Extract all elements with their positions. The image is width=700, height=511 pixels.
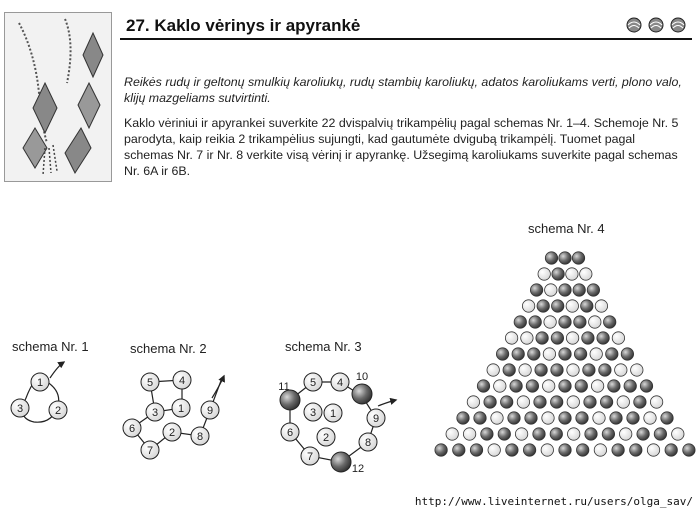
bead [477, 380, 489, 392]
svg-text:9: 9 [372, 413, 380, 425]
bead [637, 428, 649, 440]
bead [617, 396, 629, 408]
bead [146, 403, 164, 421]
schema-2-label: schema Nr. 2 [130, 341, 207, 356]
bead [573, 284, 585, 296]
bead [457, 412, 469, 424]
bead [567, 396, 579, 408]
bead [581, 300, 593, 312]
bead [324, 404, 342, 422]
bead [491, 412, 503, 424]
bead [575, 380, 587, 392]
bead [593, 412, 605, 424]
bead [123, 419, 141, 437]
bead [615, 364, 627, 376]
bead [559, 348, 571, 360]
bead [467, 396, 479, 408]
bead [610, 412, 622, 424]
bead [519, 364, 531, 376]
bead [191, 427, 209, 445]
bead [514, 316, 526, 328]
bead [481, 428, 493, 440]
bead [566, 300, 578, 312]
svg-text:3: 3 [151, 407, 159, 419]
bead [644, 412, 656, 424]
bead [576, 412, 588, 424]
bead [201, 401, 219, 419]
bead [505, 332, 517, 344]
svg-text:4: 4 [178, 375, 186, 387]
svg-text:10: 10 [355, 371, 369, 383]
bead [552, 268, 564, 280]
bead [577, 444, 589, 456]
bead [647, 444, 659, 456]
schema-1-label: schema Nr. 1 [12, 339, 89, 354]
bead [631, 364, 643, 376]
bead [163, 423, 181, 441]
bead [538, 268, 550, 280]
bead [530, 284, 542, 296]
bead [550, 428, 562, 440]
bead [533, 428, 545, 440]
schema-2 [123, 371, 224, 459]
svg-text:2: 2 [322, 432, 330, 444]
svg-text:3: 3 [309, 407, 317, 419]
bead [281, 423, 299, 441]
bead [521, 332, 533, 344]
bead [683, 444, 695, 456]
bead [590, 348, 602, 360]
bead [510, 380, 522, 392]
bead [526, 380, 538, 392]
svg-text:1: 1 [329, 408, 337, 420]
bead [496, 348, 508, 360]
svg-text:8: 8 [364, 437, 372, 449]
bead [568, 428, 580, 440]
bead [517, 396, 529, 408]
bead-large [278, 381, 300, 410]
bead [572, 252, 584, 264]
bead [11, 399, 29, 417]
bead [665, 444, 677, 456]
bead-large [352, 371, 372, 404]
svg-text:8: 8 [196, 431, 204, 443]
bead [501, 396, 513, 408]
bead [574, 316, 586, 328]
page-title: 27. Kaklo vėrinys ir apyrankė [126, 16, 361, 35]
svg-text:1: 1 [177, 403, 185, 415]
bead [612, 444, 624, 456]
svg-text:7: 7 [146, 445, 154, 457]
bead [566, 332, 578, 344]
bead [602, 428, 614, 440]
svg-text:3: 3 [16, 403, 24, 415]
bead [537, 300, 549, 312]
bead [559, 284, 571, 296]
bead [583, 364, 595, 376]
bead [488, 444, 500, 456]
bead [515, 428, 527, 440]
bead [463, 428, 475, 440]
bead [542, 412, 554, 424]
bead [141, 373, 159, 391]
svg-text:9: 9 [206, 405, 214, 417]
bead [661, 412, 673, 424]
bead [523, 444, 535, 456]
bead [508, 412, 520, 424]
bead [551, 396, 563, 408]
schema-4-label: schema Nr. 4 [528, 221, 605, 236]
bead [559, 252, 571, 264]
bead [608, 380, 620, 392]
bead [470, 444, 482, 456]
bead [559, 316, 571, 328]
bead [498, 428, 510, 440]
bead [543, 380, 555, 392]
bead [172, 399, 190, 417]
bead [446, 428, 458, 440]
bead [474, 412, 486, 424]
bead [534, 396, 546, 408]
bead [525, 412, 537, 424]
bead [49, 401, 67, 419]
bead [141, 441, 159, 459]
bead [435, 444, 447, 456]
bead [582, 332, 594, 344]
svg-text:5: 5 [309, 377, 317, 389]
bead [551, 364, 563, 376]
bead [545, 252, 557, 264]
bead [589, 316, 601, 328]
bead [506, 444, 518, 456]
bead [585, 428, 597, 440]
bead [331, 373, 349, 391]
bead [543, 348, 555, 360]
svg-text:11: 11 [278, 381, 290, 393]
bead [627, 412, 639, 424]
bead [574, 348, 586, 360]
bead [304, 373, 322, 391]
bead [620, 428, 632, 440]
bead [552, 300, 564, 312]
schema-4 [435, 252, 695, 456]
bead [559, 380, 571, 392]
bead [541, 444, 553, 456]
bead [566, 268, 578, 280]
schema-3-label: schema Nr. 3 [285, 339, 362, 354]
bead [494, 380, 506, 392]
bead [512, 348, 524, 360]
bead [551, 332, 563, 344]
bead [634, 396, 646, 408]
bead [650, 396, 662, 408]
bead [567, 364, 579, 376]
svg-text:6: 6 [286, 427, 294, 439]
bead [640, 380, 652, 392]
bead [359, 433, 377, 451]
bead [545, 284, 557, 296]
bead [559, 444, 571, 456]
bead [606, 348, 618, 360]
bead [654, 428, 666, 440]
bead [597, 332, 609, 344]
bead [487, 364, 499, 376]
svg-text:4: 4 [336, 377, 344, 389]
bead [580, 268, 592, 280]
bead [453, 444, 465, 456]
bead [591, 380, 603, 392]
bead [595, 300, 607, 312]
instructions-text: Kaklo vėriniui ir apyrankei suverkite 22 dvispalvių trikampėlių pagal schemas Nr. 1–4. Schemoje Nr. 5 parodyta, kaip reikia 2 trikampėlius sujungti, kad gautumėte dvigubą trikampėlį. Tuomet pagal schemas Nr. 7 ir Nr. 8 verkite visą vėrinį ir apyrankę. Užsegimą karoliukams suverkite pagal schemas Nr. 6A ir 6B. [124, 116, 679, 178]
bead [304, 403, 322, 421]
bead [630, 444, 642, 456]
bead [594, 444, 606, 456]
bead [367, 409, 385, 427]
svg-text:6: 6 [128, 423, 136, 435]
bead [559, 412, 571, 424]
svg-text:12: 12 [351, 463, 365, 475]
bead [624, 380, 636, 392]
bead [173, 371, 191, 389]
bead [672, 428, 684, 440]
svg-text:1: 1 [36, 377, 44, 389]
bead [599, 364, 611, 376]
source-url: http://www.liveinternet.ru/users/olga_sav/ [412, 495, 696, 508]
bead [584, 396, 596, 408]
bead [301, 447, 319, 465]
bead [529, 316, 541, 328]
bead [522, 300, 534, 312]
bead [612, 332, 624, 344]
bead [536, 332, 548, 344]
bead [484, 396, 496, 408]
svg-text:7: 7 [306, 451, 314, 463]
svg-text:2: 2 [54, 405, 62, 417]
schema-1 [11, 362, 67, 422]
bead-large [331, 452, 364, 475]
bead [587, 284, 599, 296]
bead [31, 373, 49, 391]
bead [600, 396, 612, 408]
bead [535, 364, 547, 376]
bead [544, 316, 556, 328]
bead [317, 428, 335, 446]
bead [604, 316, 616, 328]
schema-3 [278, 371, 396, 475]
bead [503, 364, 515, 376]
svg-text:5: 5 [146, 377, 154, 389]
materials-text: Reikės rudų ir geltonų smulkių karoliukų, rudų stambių karoliukų, adatos karoliukams verti, plono valo, klijų mazgeliams sutvirtinti. [124, 75, 682, 105]
bead [528, 348, 540, 360]
bead [621, 348, 633, 360]
svg-text:2: 2 [168, 427, 176, 439]
